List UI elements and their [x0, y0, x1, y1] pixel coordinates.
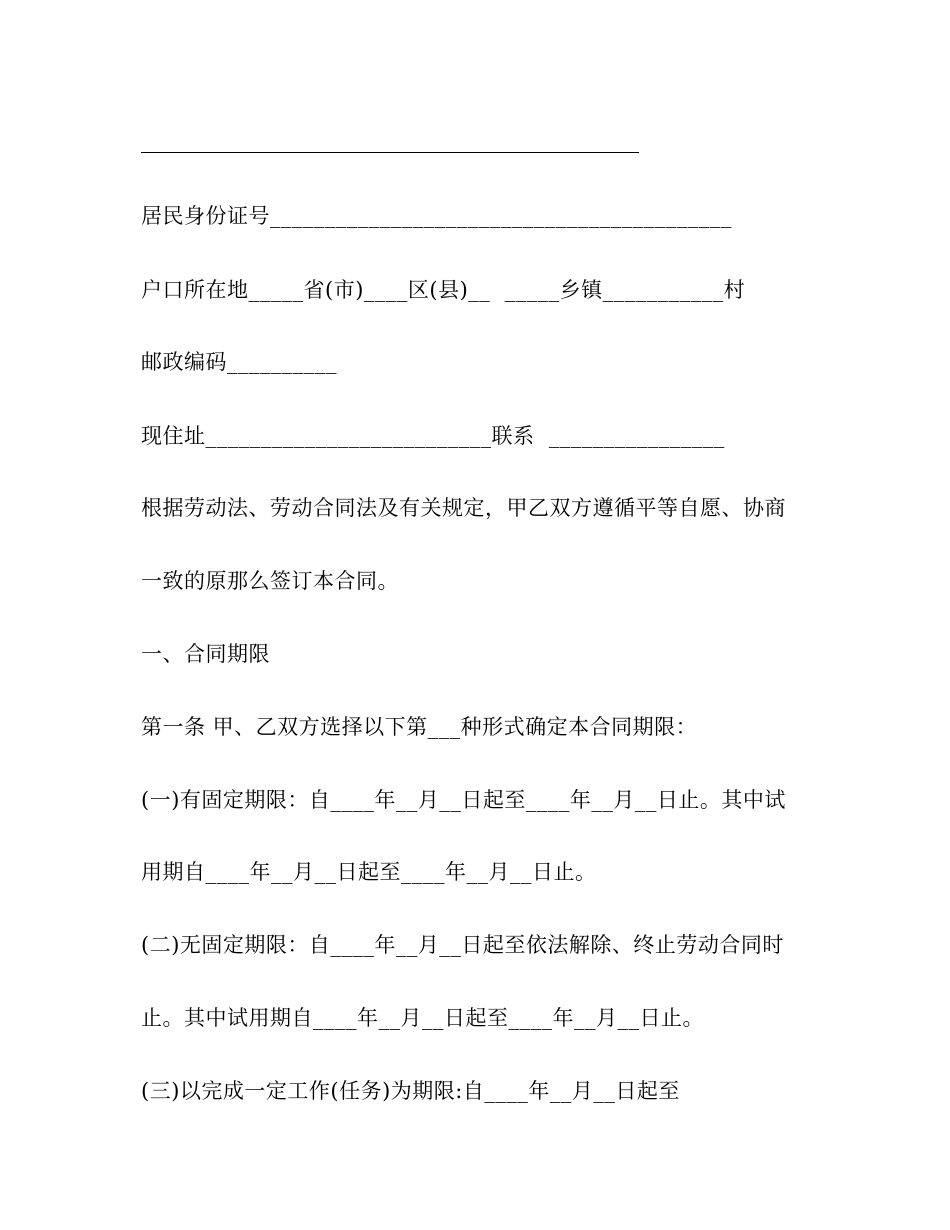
task-term-line: (三)以完成一定工作(任务)为期限:自____年__月__日起至 [141, 1079, 680, 1103]
open-term-line-1: (二)无固定期限：自____年__月__日起至依法解除、终止劳动合同时 [141, 933, 784, 957]
article-one-line: 第一条 甲、乙双方选择以下第___种形式确定本合同期限： [141, 715, 698, 739]
current-address-line: 现住址__________________________联系 ________________ [141, 424, 725, 448]
top-rule [141, 152, 639, 153]
household-registration-line: 户口所在地_____省(市)____区(县)__ _____乡镇___________村 [141, 278, 746, 302]
preamble-line-1: 根据劳动法、劳动合同法及有关规定，甲乙双方遵循平等自愿、协商 [141, 496, 786, 520]
fixed-term-line-1: (一)有固定期限：自____年__月__日起至____年__月__日止。其中试 [141, 788, 786, 812]
preamble-line-2: 一致的原那么签订本合同。 [141, 569, 399, 593]
postal-code-line: 邮政编码__________ [141, 350, 337, 374]
id-number-line: 居民身份证号__________________________________________ [141, 204, 732, 228]
open-term-line-2: 止。其中试用期自____年__月__日起至____年__月__日止。 [141, 1006, 704, 1030]
section-heading-contract-term: 一、合同期限 [141, 642, 270, 666]
fixed-term-line-2: 用期自____年__月__日起至____年__月__日止。 [141, 860, 597, 884]
